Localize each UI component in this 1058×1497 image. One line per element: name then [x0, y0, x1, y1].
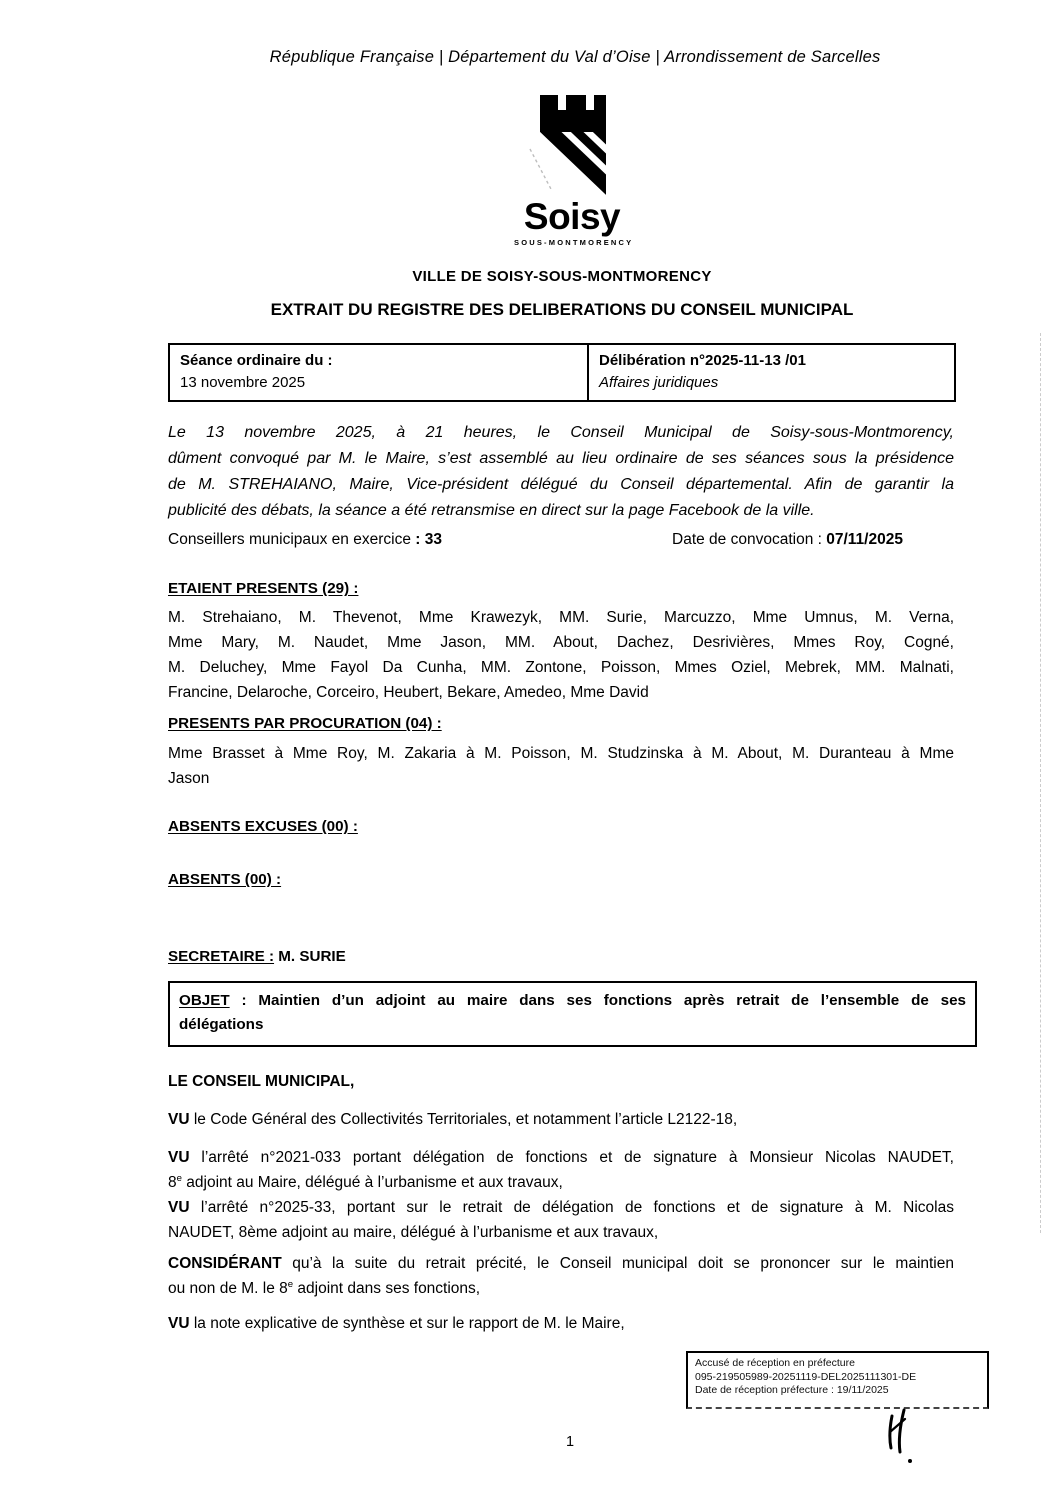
vu-paragraph-4: VU la note explicative de synthèse et sur le rapport de M. le Maire, [168, 1315, 625, 1332]
heading-procurations: PRESENTS PAR PROCURATION (04) : [168, 715, 442, 732]
vu-paragraph-1: VU le Code Général des Collectivités Territoriales, et notamment l’article L2122-18, [168, 1111, 738, 1128]
stamp-line: 095-219505989-20251119-DEL2025111301-DE [695, 1370, 917, 1383]
heading-absents-excuses: ABSENTS EXCUSES (00) : [168, 818, 358, 835]
councillors-count: Conseillers municipaux en exercice : 33 [168, 531, 442, 548]
city-title: VILLE DE SOISY-SOUS-MONTMORENCY [412, 268, 712, 285]
deliberation-cell [589, 345, 954, 400]
prefecture-receipt-stamp [686, 1351, 989, 1409]
logo-subtitle: SOUS-MONTMORENCY [514, 238, 634, 247]
objet-box: OBJET : Maintien d’un adjoint au maire dans ses fonctions après retrait de l’ensemble de ses délégations [168, 981, 977, 1047]
heading-presents: ETAIENT PRESENTS (29) : [168, 580, 359, 597]
session-label: Séance ordinaire du : [180, 352, 333, 369]
vu-paragraph-3: VU l’arrêté n°2025-33, portant sur le retrait de délégation de fonctions et de signature à M. Nicolas NAUDET, 8ème adjoint au maire, délégué à l’urbanisme et aux travaux, [168, 1199, 954, 1241]
session-cell [170, 345, 589, 400]
vu-paragraph-2: VU l’arrêté n°2021-033 portant délégation de fonctions et de signature à Monsieur Nicolas NAUDET, 8e adjoint au Maire, délégué à l’urbanisme et aux travaux, [168, 1149, 954, 1191]
register-title: EXTRAIT DU REGISTRE DES DELIBERATIONS DU CONSEIL MUNICIPAL [270, 300, 854, 319]
conseil-municipal-line: LE CONSEIL MUNICIPAL, [168, 1073, 355, 1090]
session-info-table [168, 343, 956, 402]
counts-row [168, 531, 956, 549]
heading-absents: ABSENTS (00) : [168, 871, 282, 888]
deliberation-category: Affaires juridiques [599, 374, 719, 391]
session-intro-paragraph: Le 13 novembre 2025, à 21 heures, le Conseil Municipal de Soisy-sous-Montmorency, dûment convoqué par M. le Maire, s’est assemblé au lieu ordinaire de ses séances sous la présidence de M. STREHAIANO, Maire, Vice-président délégué du Conseil départemental. Afin de garantir la publicité des débats, la séance a été retransmise en direct sur la page Facebook de la ville. [168, 424, 954, 519]
stamp-line: Date de réception préfecture : 19/11/2025 [695, 1384, 889, 1396]
republique-header-line: République Française | Département du Val d’Oise | Arrondissement de Sarcelles [269, 48, 881, 66]
session-date: 13 novembre 2025 [180, 374, 306, 391]
deliberation-number: Délibération n°2025-11-13 /01 [599, 352, 806, 369]
faint-pen-stroke [530, 149, 552, 191]
page-number: 1 [565, 1434, 575, 1450]
logo-wordmark: Soisy [523, 196, 621, 237]
handwritten-initials-mark [884, 1408, 918, 1468]
stamp-line: Accusé de réception en préfecture [695, 1357, 855, 1369]
considerant-paragraph: CONSIDÉRANT qu’à la suite du retrait précité, le Conseil municipal doit se prononcer sur le maintien ou non de M. le 8e adjoint dans ses fonctions, [168, 1255, 954, 1297]
presents-list: M. Strehaiano, M. Thevenot, Mme Krawezyk, MM. Surie, Marcuzzo, Mme Umnus, M. Verna, Mme Mary, M. Naudet, Mme Jason, MM. About, Dachez, Desrivières, Mmes Roy, Cogné, M. Deluchey, Mme Fayol Da Cunha, MM. Zontone, Poisson, Mmes Oziel, Mebrek, MM. Malnati, Francine, Delaroche, Corceiro, Heubert, Bekare, Amedeo, Mme David [168, 609, 954, 701]
procurations-list: Mme Brasset à Mme Roy, M. Zakaria à M. Poisson, M. Studzinska à M. About, M. Duranteau à Mme Jason [168, 745, 954, 787]
heading-secretaire: SECRETAIRE : M. SURIE [168, 948, 346, 965]
scan-artifact-line [1040, 333, 1041, 1233]
convocation-date: Date de convocation : 07/11/2025 [672, 531, 903, 548]
soisy-castle-emblem-icon [528, 92, 614, 198]
